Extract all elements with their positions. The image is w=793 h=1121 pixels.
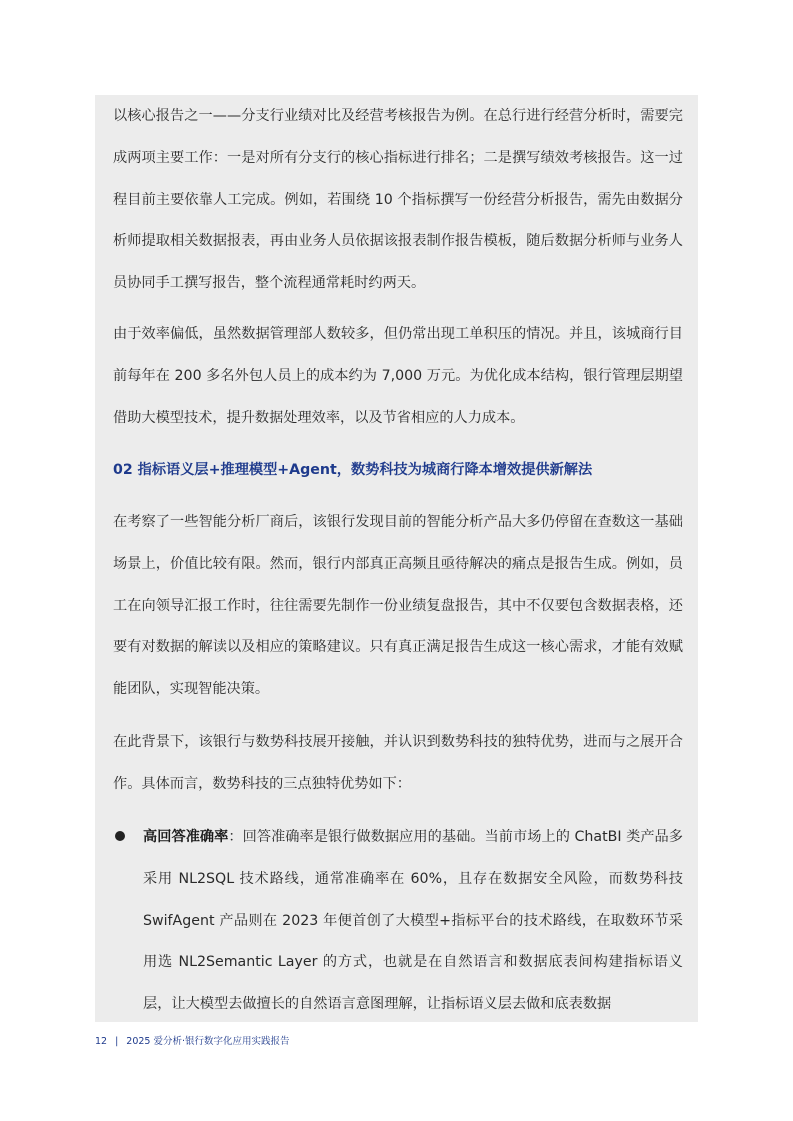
paragraph-2: 由于效率偏低，虽然数据管理部人数较多，但仍常出现工单积压的情况。并且，该城商行目前每年在 200 多名外包人员上的成本约为 7,000 万元。为优化成本结构，银行管理层期望借助大模型技术，提升数据处理效率，以及节省相应的人力成本。 [113, 326, 683, 426]
bullet-text [143, 817, 683, 1026]
report-title: 2025 爱分析·银行数字化应用实践报告 [126, 1036, 290, 1047]
advantage-bullet [113, 817, 683, 1017]
bullet-title: 高回答准确率 [143, 829, 229, 845]
page-number: 12 [95, 1036, 108, 1047]
bullet-dot-icon [115, 831, 125, 841]
paragraph-3: 在考察了一些智能分析厂商后，该银行发现目前的智能分析产品大多仍停留在查数这一基础场景上，价值比较有限。然而，银行内部真正高频且亟待解决的痛点是报告生成。例如，员工在向领导汇报工作时，往往需要先制作一份业绩复盘报告，其中不仅要包含数据表格，还要有对数据的解读以及相应的策略建议。只有真正满足报告生成这一核心需求，才能有效赋能团队，实现智能决策。 [113, 514, 683, 698]
page-footer [95, 1033, 290, 1047]
paragraph-4: 在此背景下，该银行与数势科技展开接触，并认识到数势科技的独特优势，进而与之展开合作。具体而言，数势科技的三点独特优势如下： [113, 734, 683, 792]
footer-separator: | [115, 1036, 119, 1047]
paragraph-1: 以核心报告之一——分支行业绩对比及经营考核报告为例。在总行进行经营分析时，需要完成两项主要工作：一是对所有分支行的核心指标进行排名；二是撰写绩效考核报告。这一过程目前主要依靠人工完成。例如，若围绕 10 个指标撰写一份经营分析报告，需先由数据分析师提取相关数据报表，再由业务人员依据该报表制作报告模板，随后数据分析师与业务人员协同手工撰写报告，整个流程通常耗时约两天。 [113, 108, 683, 292]
section-heading: 02 指标语义层+推理模型+Agent，数势科技为城商行降本增效提供新解法 [113, 462, 593, 478]
bullet-body: ：回答准确率是银行做数据应用的基础。当前市场上的 ChatBI 类产品多采用 NL2SQL 技术路线，通常准确率在 60%，且存在数据安全风险，而数势科技 SwifAgent 产品则在 2023 年便首创了大模型+指标平台的技术路线，在取数环节采用选 NL2Semantic Layer 的方式，也就是在自然语言和数据底表间构建指标语义层，让大模型去做擅长的自然语言意图理解，让指标语义层去做和底表数据 [143, 829, 683, 1013]
